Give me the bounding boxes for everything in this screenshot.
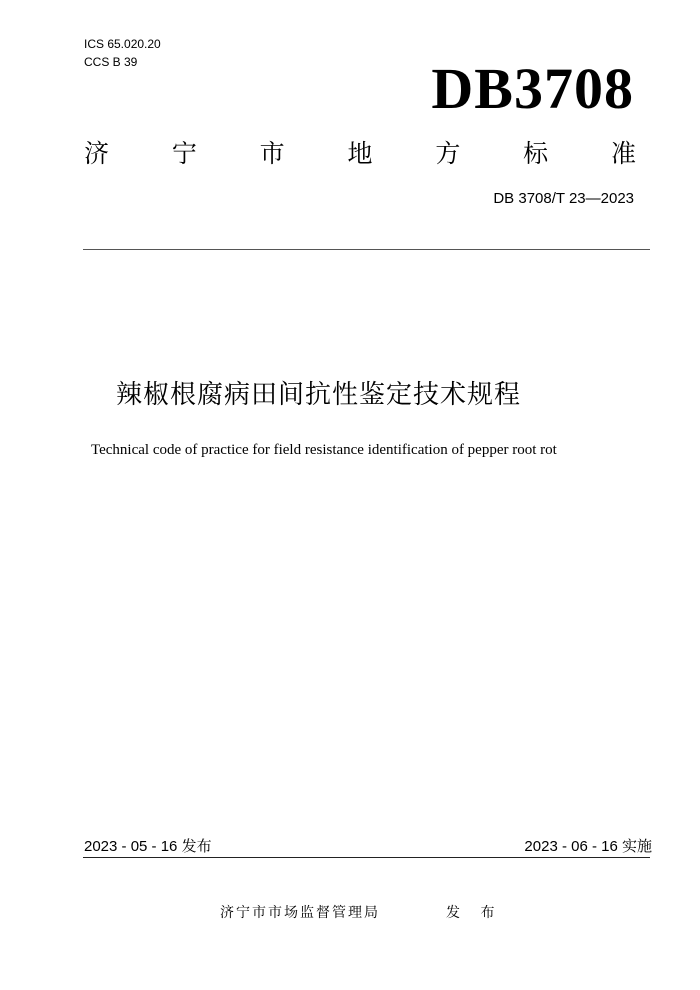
ics-code: ICS 65.020.20 [84,37,161,51]
standard-type-char: 准 [610,139,636,168]
standard-type-char: 宁 [171,139,197,168]
publisher-name: 济宁市市场监督管理局 [220,905,380,921]
standard-type-char: 方 [435,139,461,168]
standard-type-char: 济 [84,139,110,168]
bottom-divider [83,857,650,858]
document-title-english: Technical code of practice for field resistance identification of pepper root rot [91,442,557,458]
document-title-chinese: 辣椒根腐病田间抗性鉴定技术规程 [116,380,522,410]
standard-type-heading [84,138,636,170]
standard-code-banner: DB3708 [431,56,634,121]
publish-label: 发 布 [446,905,503,921]
standard-type-char: 地 [347,139,373,168]
standard-number: DB 3708/T 23—2023 [493,190,634,207]
top-divider [83,249,650,250]
ccs-code: CCS B 39 [84,55,138,69]
standard-type-char: 市 [259,139,285,168]
implementation-date: 2023 - 06 - 16 实施 [524,838,652,855]
issue-date: 2023 - 05 - 16 发布 [84,838,212,855]
standard-type-char: 标 [523,139,549,168]
